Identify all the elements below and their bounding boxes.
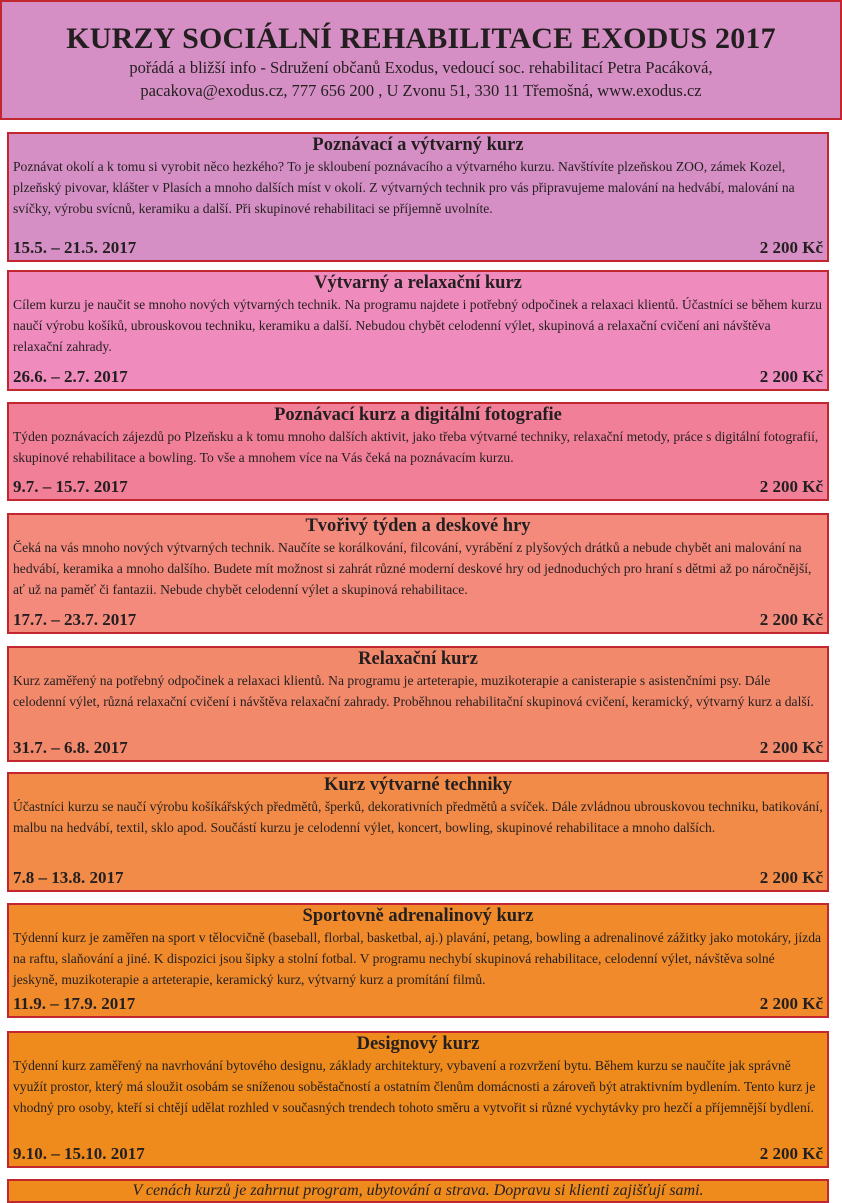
course-price: 2 200 Kč bbox=[759, 477, 823, 496]
course-price: 2 200 Kč bbox=[759, 1144, 823, 1163]
course-footer bbox=[13, 993, 823, 1015]
course-title: Poznávací a výtvarný kurz bbox=[312, 135, 524, 155]
course-description: Týdenní kurz zaměřený na navrhování bytového designu, základy architektury, vybavení a rozvržení bytu. Během kurzu se naučíte jak správně využít prostor, který má sloužit osobám se sníženou soběstačností a ostatním členům domácnosti a zároveň být atraktivním bydlením. Tento kurz je vhodný pro osoby, kteří si chtějí udělat rozhled v současných trendech tohoto směru a vytvořit si různé vychytávky pro hezčí a příjemnější bydlení. bbox=[13, 1058, 816, 1115]
course-title: Kurz výtvarné techniky bbox=[323, 775, 513, 795]
course-footer bbox=[13, 366, 823, 388]
course-box bbox=[7, 1031, 829, 1168]
course-title: Relaxační kurz bbox=[358, 649, 478, 669]
course-title: Poznávací kurz a digitální fotografie bbox=[274, 405, 562, 425]
course-box bbox=[7, 132, 829, 262]
course-description: Týden poznávacích zájezdů po Plzeňsku a k tomu mnoho dalších aktivit, jako třeba výtvarné techniky, relaxační metody, práce s digitální fotografií, skupinové rehabilitace a bowling. To vše a mnohem více na Vás čeká na poznávacím kurzu. bbox=[13, 429, 819, 465]
course-footer bbox=[13, 609, 823, 631]
course-dates: 11.9. – 17.9. 2017 bbox=[13, 994, 136, 1013]
course-box bbox=[7, 772, 829, 892]
course-box bbox=[7, 646, 829, 762]
page-header bbox=[0, 0, 842, 120]
course-description: Čeká na vás mnoho nových výtvarných technik. Naučíte se korálkování, filcování, vyrábění z plyšových drátků a nebude chybět ani malování na hedvábí, keramika a mnoho dalšího. Budete mít možnost si zahrát různé moderní deskové hry od jednoduchých pro hraní s dětmi až po náročnější, ať už na paměť či fantazii. Nebude chybět celodenní výlet a skupinová rehabilitace. bbox=[13, 540, 812, 597]
course-dates: 7.8 – 13.8. 2017 bbox=[13, 868, 124, 887]
course-box bbox=[7, 903, 829, 1018]
course-price: 2 200 Kč bbox=[759, 610, 823, 629]
course-footer bbox=[13, 1143, 823, 1165]
course-footer bbox=[13, 476, 823, 498]
organizer-info: pořádá a bližší info - Sdružení občanů Exodus, vedoucí soc. rehabilitací Petra Pacáková, bbox=[129, 58, 713, 77]
course-dates: 9.7. – 15.7. 2017 bbox=[13, 477, 128, 496]
contact-info: pacakova@exodus.cz, 777 656 200 , U Zvonu 51, 330 11 Třemošná, www.exodus.cz bbox=[140, 81, 702, 100]
course-title: Tvořivý týden a deskové hry bbox=[305, 516, 531, 536]
course-price: 2 200 Kč bbox=[759, 738, 823, 757]
course-box bbox=[7, 270, 829, 391]
course-title: Výtvarný a relaxační kurz bbox=[314, 273, 522, 293]
course-dates: 15.5. – 21.5. 2017 bbox=[13, 238, 137, 257]
course-box bbox=[7, 513, 829, 634]
page-title: KURZY SOCIÁLNÍ REHABILITACE EXODUS 2017 bbox=[66, 22, 776, 55]
course-description: Cílem kurzu je naučit se mnoho nových výtvarných technik. Na programu najdete i potřebný odpočinek a relaxaci klientů. Účastníci se během kurzu naučí výrobu košíků, ubrouskovou techniku, keramiku a další. Nebudou chybět celodenní výlet, skupinová a relaxační cvičení ani návštěva relaxační zahrady. bbox=[13, 297, 822, 354]
course-title: Sportovně adrenalinový kurz bbox=[302, 906, 534, 926]
course-description: Účastníci kurzu se naučí výrobu košíkářských předmětů, šperků, dekorativních předmětů a svíček. Dále zvládnou ubrouskovou techniku, batikování, malbu na hedvábí, textil, sklo apod. Součástí kurzu je celodenní výlet, koncert, bowling, skupinové rehabilitace a mnoho dalších. bbox=[13, 799, 823, 835]
course-dates: 17.7. – 23.7. 2017 bbox=[13, 610, 137, 629]
course-dates: 26.6. – 2.7. 2017 bbox=[13, 367, 128, 386]
course-footer bbox=[13, 737, 823, 759]
course-price: 2 200 Kč bbox=[759, 994, 823, 1013]
course-dates: 9.10. – 15.10. 2017 bbox=[13, 1144, 145, 1163]
course-footer bbox=[13, 237, 823, 259]
course-title: Designový kurz bbox=[356, 1034, 480, 1054]
course-price: 2 200 Kč bbox=[759, 367, 823, 386]
course-description: Týdenní kurz je zaměřen na sport v tělocvičně (baseball, florbal, basketbal, aj.) plavání, petang, bowling a adrenalinové zážitky jako motokáry, jízda na raftu, slaňování a jiné. K dispozici jsou šipky a stolní fotbal. V programu nechybí skupinová rehabilitace, celodenní výlet, návštěva solné jeskyně, muzikoterapie a arteterapie, keramický kurz, výtvarný kurz a promítání filmů. bbox=[13, 930, 822, 987]
course-dates: 31.7. – 6.8. 2017 bbox=[13, 738, 128, 757]
course-description: Kurz zaměřený na potřebný odpočinek a relaxaci klientů. Na programu je arteterapie, muzikoterapie a canisterapie s asistenčními psy. Dále celodenní výlet, různá relaxační cvičení i návštěva relaxační zahrady. Proběhnou rehabilitační skupinová cvičení, keramický, výtvarný kurz a další. bbox=[13, 673, 814, 709]
footer-note: V cenách kurzů je zahrnut program, ubytování a strava. Dopravu si klienti zajišťují sami. bbox=[7, 1179, 829, 1203]
course-box bbox=[7, 402, 829, 501]
course-footer bbox=[13, 867, 823, 889]
course-price: 2 200 Kč bbox=[759, 868, 823, 887]
course-price: 2 200 Kč bbox=[759, 238, 823, 257]
course-description: Poznávat okolí a k tomu si vyrobit něco hezkého? To je skloubení poznávacího a výtvarného kurzu. Navštívíte plzeňskou ZOO, zámek Kozel, plzeňský pivovar, klášter v Plasích a mnoho dalších míst v okolí. Z výtvarných technik pro vás připravujeme malování na hedvábí, malování na svíčky, výrobu svícnů, keramiku a další. Při skupinové rehabilitaci se příjemně uvolníte. bbox=[13, 159, 795, 216]
